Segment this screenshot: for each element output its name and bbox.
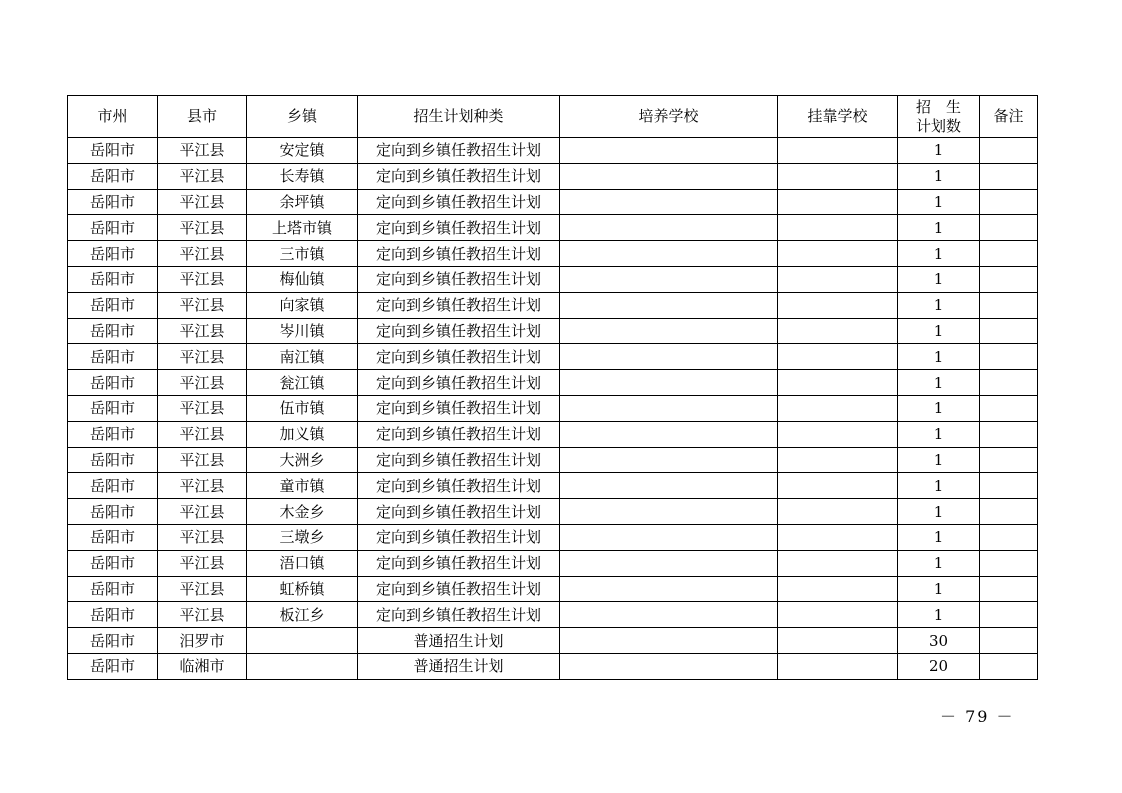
cell-county: 平江县 bbox=[158, 318, 247, 344]
cell-town bbox=[247, 653, 358, 679]
cell-enroll-count: 1 bbox=[898, 292, 980, 318]
cell-town: 上塔市镇 bbox=[247, 215, 358, 241]
cell-enroll-count: 1 bbox=[898, 266, 980, 292]
cell-training-school bbox=[560, 370, 778, 396]
cell-town: 安定镇 bbox=[247, 138, 358, 164]
cell-plan-type: 定向到乡镇任教招生计划 bbox=[358, 421, 560, 447]
table-row bbox=[68, 421, 1038, 447]
cell-enroll-count: 1 bbox=[898, 576, 980, 602]
cell-remarks bbox=[980, 602, 1038, 628]
cell-remarks bbox=[980, 138, 1038, 164]
cell-county: 平江县 bbox=[158, 189, 247, 215]
cell-remarks bbox=[980, 653, 1038, 679]
cell-plan-type: 定向到乡镇任教招生计划 bbox=[358, 395, 560, 421]
cell-training-school bbox=[560, 266, 778, 292]
table-row bbox=[68, 318, 1038, 344]
cell-training-school bbox=[560, 189, 778, 215]
cell-enroll-count: 1 bbox=[898, 138, 980, 164]
cell-county: 平江县 bbox=[158, 163, 247, 189]
cell-city: 岳阳市 bbox=[68, 344, 158, 370]
cell-city: 岳阳市 bbox=[68, 266, 158, 292]
cell-enroll-count: 1 bbox=[898, 499, 980, 525]
cell-city: 岳阳市 bbox=[68, 447, 158, 473]
cell-plan-type: 定向到乡镇任教招生计划 bbox=[358, 550, 560, 576]
cell-affiliated-school bbox=[778, 499, 898, 525]
cell-training-school bbox=[560, 215, 778, 241]
cell-county: 平江县 bbox=[158, 576, 247, 602]
table-row bbox=[68, 241, 1038, 267]
cell-affiliated-school bbox=[778, 344, 898, 370]
header-plan-type: 招生计划种类 bbox=[358, 96, 560, 138]
cell-city: 岳阳市 bbox=[68, 318, 158, 344]
cell-training-school bbox=[560, 318, 778, 344]
cell-training-school bbox=[560, 421, 778, 447]
cell-city: 岳阳市 bbox=[68, 163, 158, 189]
cell-county: 平江县 bbox=[158, 344, 247, 370]
cell-training-school bbox=[560, 653, 778, 679]
cell-remarks bbox=[980, 550, 1038, 576]
cell-remarks bbox=[980, 576, 1038, 602]
cell-training-school bbox=[560, 602, 778, 628]
table-row bbox=[68, 163, 1038, 189]
cell-city: 岳阳市 bbox=[68, 524, 158, 550]
table-row bbox=[68, 602, 1038, 628]
cell-town: 三市镇 bbox=[247, 241, 358, 267]
cell-plan-type: 定向到乡镇任教招生计划 bbox=[358, 344, 560, 370]
enrollment-plan-table bbox=[67, 95, 1038, 680]
cell-county: 平江县 bbox=[158, 421, 247, 447]
cell-plan-type: 定向到乡镇任教招生计划 bbox=[358, 447, 560, 473]
cell-training-school bbox=[560, 163, 778, 189]
cell-remarks bbox=[980, 473, 1038, 499]
table-row bbox=[68, 473, 1038, 499]
cell-town: 梅仙镇 bbox=[247, 266, 358, 292]
cell-town: 加义镇 bbox=[247, 421, 358, 447]
cell-city: 岳阳市 bbox=[68, 215, 158, 241]
cell-training-school bbox=[560, 524, 778, 550]
table-row bbox=[68, 576, 1038, 602]
cell-county: 平江县 bbox=[158, 215, 247, 241]
cell-town: 伍市镇 bbox=[247, 395, 358, 421]
cell-enroll-count: 1 bbox=[898, 318, 980, 344]
cell-training-school bbox=[560, 447, 778, 473]
cell-city: 岳阳市 bbox=[68, 473, 158, 499]
cell-city: 岳阳市 bbox=[68, 550, 158, 576]
cell-affiliated-school bbox=[778, 473, 898, 499]
page-number: － 79 － bbox=[940, 707, 1015, 726]
cell-affiliated-school bbox=[778, 447, 898, 473]
cell-plan-type: 定向到乡镇任教招生计划 bbox=[358, 602, 560, 628]
cell-affiliated-school bbox=[778, 189, 898, 215]
cell-remarks bbox=[980, 163, 1038, 189]
cell-enroll-count: 1 bbox=[898, 395, 980, 421]
cell-county: 平江县 bbox=[158, 266, 247, 292]
cell-town: 瓮江镇 bbox=[247, 370, 358, 396]
cell-affiliated-school bbox=[778, 576, 898, 602]
cell-training-school bbox=[560, 576, 778, 602]
cell-county: 平江县 bbox=[158, 241, 247, 267]
cell-training-school bbox=[560, 292, 778, 318]
header-enroll-count-line2: 计划数 bbox=[915, 116, 961, 135]
cell-plan-type: 定向到乡镇任教招生计划 bbox=[358, 215, 560, 241]
cell-plan-type: 定向到乡镇任教招生计划 bbox=[358, 241, 560, 267]
cell-town: 板江乡 bbox=[247, 602, 358, 628]
cell-affiliated-school bbox=[778, 318, 898, 344]
table-row bbox=[68, 266, 1038, 292]
cell-training-school bbox=[560, 550, 778, 576]
cell-affiliated-school bbox=[778, 138, 898, 164]
cell-city: 岳阳市 bbox=[68, 292, 158, 318]
cell-affiliated-school bbox=[778, 163, 898, 189]
cell-enroll-count: 1 bbox=[898, 524, 980, 550]
cell-affiliated-school bbox=[778, 395, 898, 421]
header-remarks: 备注 bbox=[980, 96, 1038, 138]
cell-city: 岳阳市 bbox=[68, 241, 158, 267]
table-row bbox=[68, 292, 1038, 318]
table-row bbox=[68, 550, 1038, 576]
cell-enroll-count: 1 bbox=[898, 215, 980, 241]
cell-plan-type: 定向到乡镇任教招生计划 bbox=[358, 163, 560, 189]
cell-town: 虹桥镇 bbox=[247, 576, 358, 602]
cell-county: 平江县 bbox=[158, 602, 247, 628]
cell-enroll-count: 20 bbox=[898, 653, 980, 679]
cell-town: 三墩乡 bbox=[247, 524, 358, 550]
cell-remarks bbox=[980, 421, 1038, 447]
table-row bbox=[68, 628, 1038, 654]
cell-city: 岳阳市 bbox=[68, 421, 158, 447]
cell-enroll-count: 1 bbox=[898, 473, 980, 499]
cell-affiliated-school bbox=[778, 370, 898, 396]
cell-remarks bbox=[980, 499, 1038, 525]
cell-training-school bbox=[560, 241, 778, 267]
cell-remarks bbox=[980, 318, 1038, 344]
cell-remarks bbox=[980, 447, 1038, 473]
table-row bbox=[68, 395, 1038, 421]
cell-county: 临湘市 bbox=[158, 653, 247, 679]
header-town: 乡镇 bbox=[247, 96, 358, 138]
table-body bbox=[68, 138, 1038, 680]
cell-remarks bbox=[980, 266, 1038, 292]
cell-remarks bbox=[980, 344, 1038, 370]
cell-training-school bbox=[560, 473, 778, 499]
table-row bbox=[68, 215, 1038, 241]
cell-plan-type: 定向到乡镇任教招生计划 bbox=[358, 370, 560, 396]
cell-county: 平江县 bbox=[158, 292, 247, 318]
cell-remarks bbox=[980, 215, 1038, 241]
cell-remarks bbox=[980, 292, 1038, 318]
cell-training-school bbox=[560, 628, 778, 654]
cell-county: 平江县 bbox=[158, 499, 247, 525]
cell-city: 岳阳市 bbox=[68, 370, 158, 396]
table-row bbox=[68, 653, 1038, 679]
header-enroll-count bbox=[898, 96, 980, 138]
cell-town: 岑川镇 bbox=[247, 318, 358, 344]
cell-county: 平江县 bbox=[158, 447, 247, 473]
table-row bbox=[68, 344, 1038, 370]
cell-enroll-count: 1 bbox=[898, 421, 980, 447]
header-training-school: 培养学校 bbox=[560, 96, 778, 138]
cell-enroll-count: 1 bbox=[898, 447, 980, 473]
header-city: 市州 bbox=[68, 96, 158, 138]
cell-affiliated-school bbox=[778, 421, 898, 447]
cell-plan-type: 定向到乡镇任教招生计划 bbox=[358, 318, 560, 344]
cell-plan-type: 普通招生计划 bbox=[358, 653, 560, 679]
cell-city: 岳阳市 bbox=[68, 653, 158, 679]
cell-plan-type: 定向到乡镇任教招生计划 bbox=[358, 189, 560, 215]
cell-plan-type: 定向到乡镇任教招生计划 bbox=[358, 499, 560, 525]
table-row bbox=[68, 138, 1038, 164]
cell-plan-type: 定向到乡镇任教招生计划 bbox=[358, 292, 560, 318]
cell-affiliated-school bbox=[778, 653, 898, 679]
cell-enroll-count: 1 bbox=[898, 241, 980, 267]
cell-county: 平江县 bbox=[158, 395, 247, 421]
header-affiliated-school: 挂靠学校 bbox=[778, 96, 898, 138]
table-row bbox=[68, 370, 1038, 396]
cell-plan-type: 定向到乡镇任教招生计划 bbox=[358, 473, 560, 499]
cell-town: 童市镇 bbox=[247, 473, 358, 499]
cell-training-school bbox=[560, 499, 778, 525]
cell-remarks bbox=[980, 189, 1038, 215]
cell-remarks bbox=[980, 395, 1038, 421]
cell-town: 长寿镇 bbox=[247, 163, 358, 189]
cell-enroll-count: 1 bbox=[898, 163, 980, 189]
cell-enroll-count: 1 bbox=[898, 602, 980, 628]
header-enroll-count-line1: 招 生 bbox=[915, 97, 961, 116]
cell-city: 岳阳市 bbox=[68, 138, 158, 164]
cell-remarks bbox=[980, 241, 1038, 267]
cell-city: 岳阳市 bbox=[68, 602, 158, 628]
cell-plan-type: 普通招生计划 bbox=[358, 628, 560, 654]
cell-training-school bbox=[560, 138, 778, 164]
cell-enroll-count: 1 bbox=[898, 189, 980, 215]
table-header-row bbox=[68, 96, 1038, 138]
cell-city: 岳阳市 bbox=[68, 576, 158, 602]
enrollment-plan-table-wrapper bbox=[67, 95, 1038, 680]
cell-town: 大洲乡 bbox=[247, 447, 358, 473]
cell-affiliated-school bbox=[778, 266, 898, 292]
cell-plan-type: 定向到乡镇任教招生计划 bbox=[358, 524, 560, 550]
cell-affiliated-school bbox=[778, 550, 898, 576]
cell-enroll-count: 1 bbox=[898, 344, 980, 370]
cell-remarks bbox=[980, 628, 1038, 654]
cell-town: 南江镇 bbox=[247, 344, 358, 370]
cell-town: 木金乡 bbox=[247, 499, 358, 525]
cell-training-school bbox=[560, 344, 778, 370]
cell-enroll-count: 30 bbox=[898, 628, 980, 654]
cell-enroll-count: 1 bbox=[898, 370, 980, 396]
cell-affiliated-school bbox=[778, 602, 898, 628]
cell-city: 岳阳市 bbox=[68, 499, 158, 525]
cell-county: 汨罗市 bbox=[158, 628, 247, 654]
cell-plan-type: 定向到乡镇任教招生计划 bbox=[358, 576, 560, 602]
cell-training-school bbox=[560, 395, 778, 421]
table-row bbox=[68, 189, 1038, 215]
cell-affiliated-school bbox=[778, 241, 898, 267]
cell-affiliated-school bbox=[778, 215, 898, 241]
cell-affiliated-school bbox=[778, 524, 898, 550]
cell-county: 平江县 bbox=[158, 550, 247, 576]
cell-remarks bbox=[980, 370, 1038, 396]
cell-affiliated-school bbox=[778, 628, 898, 654]
cell-enroll-count: 1 bbox=[898, 550, 980, 576]
table-row bbox=[68, 524, 1038, 550]
cell-city: 岳阳市 bbox=[68, 628, 158, 654]
cell-city: 岳阳市 bbox=[68, 189, 158, 215]
cell-affiliated-school bbox=[778, 292, 898, 318]
cell-county: 平江县 bbox=[158, 138, 247, 164]
cell-county: 平江县 bbox=[158, 370, 247, 396]
cell-county: 平江县 bbox=[158, 473, 247, 499]
cell-town bbox=[247, 628, 358, 654]
cell-town: 浯口镇 bbox=[247, 550, 358, 576]
table-row bbox=[68, 447, 1038, 473]
cell-town: 向家镇 bbox=[247, 292, 358, 318]
cell-plan-type: 定向到乡镇任教招生计划 bbox=[358, 266, 560, 292]
table-row bbox=[68, 499, 1038, 525]
cell-remarks bbox=[980, 524, 1038, 550]
cell-plan-type: 定向到乡镇任教招生计划 bbox=[358, 138, 560, 164]
cell-town: 余坪镇 bbox=[247, 189, 358, 215]
cell-county: 平江县 bbox=[158, 524, 247, 550]
header-county: 县市 bbox=[158, 96, 247, 138]
cell-city: 岳阳市 bbox=[68, 395, 158, 421]
